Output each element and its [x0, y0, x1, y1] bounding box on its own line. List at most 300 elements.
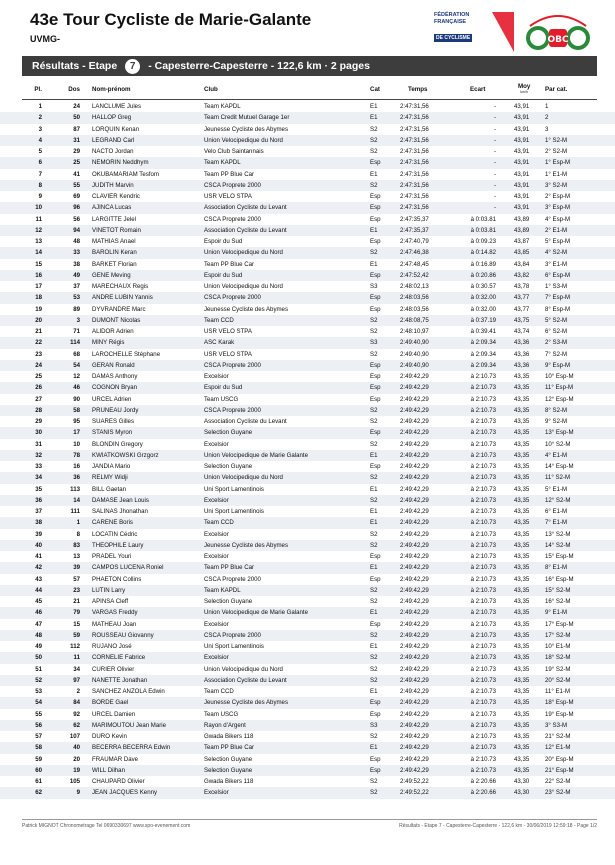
cell-category: S2 [370, 474, 378, 482]
ffc-logo [434, 12, 514, 52]
cell-time: 2:47:31,56 [400, 125, 429, 133]
banner-left: Résultats - Etape [32, 60, 118, 72]
cell-rank: 13 [35, 238, 42, 245]
cell-bib: 16 [73, 463, 80, 470]
cell-average-speed: 43,91 [514, 193, 530, 200]
cell-category: E1 [370, 744, 378, 752]
cell-club: Jeunesse Cycliste des Abymes [204, 125, 288, 133]
cell-category: S2 [370, 496, 378, 504]
cell-bib: 54 [73, 361, 80, 369]
cell-rank: 40 [35, 541, 42, 549]
cell-category-rank: 4° E1-M [545, 451, 568, 459]
cell-bib: 79 [73, 609, 80, 617]
cell-gap: - [493, 204, 496, 212]
cell-average-speed: 43,35 [514, 530, 530, 538]
cell-club: Union Velocipedique du Nord [204, 665, 283, 673]
cell-gap: à 0:30.57 [470, 283, 496, 290]
cell-gap: à 2:10.73 [470, 654, 496, 662]
cell-rider-name: LORQUIN Kenan [92, 125, 140, 133]
cell-bib: 107 [69, 733, 80, 740]
table-row [0, 450, 615, 461]
cell-bib: 56 [73, 215, 80, 223]
cell-category: S2 [370, 586, 378, 594]
stage-banner [22, 56, 597, 76]
cell-rank: 30 [35, 429, 42, 437]
cell-gap: à 2:10.73 [470, 463, 496, 470]
cell-category-rank: 4° S2-M [545, 249, 568, 257]
cell-rider-name: CLAVIER Kendric [92, 193, 140, 200]
cell-rider-name: BILL Gaetan [92, 485, 126, 493]
cell-category-rank: 3 [545, 125, 549, 133]
col-par: Par cat. [545, 86, 568, 93]
cell-category-rank: 1° Esp-M [545, 159, 571, 167]
cell-club: Jeunesse Cycliste des Abymes [204, 305, 288, 313]
cell-rider-name: DURO Kevin [92, 733, 127, 740]
cell-rider-name: OKUBAMARIAM Tesfom [92, 170, 159, 178]
cell-average-speed: 43,77 [514, 294, 530, 302]
ffc-line2: FRANÇAISE [434, 19, 467, 25]
cell-category: S2 [370, 181, 378, 189]
cell-rank: 59 [35, 755, 42, 763]
cell-club: Union Velocipedique du Nord [204, 136, 283, 144]
cell-category-rank: 2° S2-M [545, 148, 568, 155]
cell-club: Team CCD [204, 519, 234, 527]
cell-rank: 7 [38, 170, 42, 178]
cell-average-speed: 43,35 [514, 451, 530, 459]
cell-rider-name: LOCATIN Cédric [92, 530, 138, 538]
cell-rank: 15 [35, 260, 42, 268]
cell-average-speed: 43,36 [514, 361, 530, 369]
cell-category: S3 [370, 283, 378, 290]
cell-category-rank: 8° S2-M [545, 406, 568, 414]
cell-rider-name: GERAN Ronald [92, 361, 135, 369]
cell-bib: 38 [73, 260, 80, 268]
cell-average-speed: 43,35 [514, 721, 530, 729]
cell-rider-name: APINSA Cleff [92, 598, 129, 605]
cell-rank: 6 [38, 159, 42, 167]
cell-club: Excelsior [204, 440, 229, 448]
cell-bib: 55 [73, 181, 80, 189]
cell-category: S2 [370, 249, 378, 257]
cell-rank: 26 [35, 384, 42, 392]
cell-gap: à 2:09.34 [470, 361, 496, 369]
cell-club: Excelsior [204, 620, 229, 628]
cell-category-rank: 11° Esp-M [545, 384, 574, 392]
cell-gap: à 0:09.23 [470, 238, 496, 245]
cell-average-speed: 43,35 [514, 395, 530, 403]
cell-rank: 14 [35, 249, 42, 257]
cell-gap: à 2:20.66 [470, 778, 496, 785]
cell-club: Selection Guyane [204, 463, 253, 470]
cell-time: 2:49:52,22 [400, 778, 429, 785]
cell-average-speed: 43,35 [514, 598, 530, 605]
cell-average-speed: 43,35 [514, 654, 530, 662]
cell-time: 2:47:35,37 [400, 215, 429, 223]
table-row [0, 461, 615, 472]
cell-time: 2:47:48,45 [400, 260, 429, 268]
cell-rider-name: DAMASE Jean Louis [92, 496, 149, 504]
cell-average-speed: 43,35 [514, 553, 530, 560]
cell-rider-name: VINETOT Romain [92, 226, 141, 234]
cell-bib: 71 [73, 328, 80, 335]
cell-club: ASC Karak [204, 339, 235, 347]
cell-average-speed: 43,82 [514, 271, 530, 279]
cell-average-speed: 43,75 [514, 316, 530, 324]
cell-category-rank: 2° Esp-M [545, 193, 571, 200]
table-row [0, 169, 615, 180]
cell-category-rank: 1 [545, 103, 549, 110]
table-row [0, 337, 615, 348]
cell-category: E1 [370, 114, 378, 122]
table-row [0, 326, 615, 337]
cell-time: 2:49:42,29 [400, 733, 429, 740]
cell-rank: 28 [35, 406, 42, 414]
cell-time: 2:49:42,29 [400, 406, 429, 414]
cell-bib: 39 [73, 564, 80, 572]
cell-time: 2:49:40,90 [400, 361, 429, 369]
cell-category-rank: 5° E1-M [545, 485, 568, 493]
cell-category: Esp [370, 575, 381, 583]
cell-time: 2:49:42,29 [400, 373, 429, 380]
cell-gap: à 0:14.82 [470, 249, 496, 257]
table-row [0, 236, 615, 247]
cell-rider-name: MARECHAUX Regis [92, 283, 149, 290]
cell-time: 2:47:35,37 [400, 226, 429, 234]
cell-club: Association Cycliste du Levant [204, 418, 287, 425]
cell-category: S2 [370, 125, 378, 133]
cell-category-rank: 4° Esp-M [545, 215, 571, 223]
cell-club: Team USCG [204, 710, 239, 718]
cell-rank: 36 [35, 496, 42, 504]
cell-rank: 17 [35, 283, 42, 290]
col-temps: Temps [408, 86, 428, 93]
cell-gap: à 2:10.73 [470, 631, 496, 639]
table-row [0, 754, 615, 765]
cell-average-speed: 43,91 [514, 136, 530, 144]
cell-category-rank: 5° Esp-M [545, 238, 571, 245]
cell-gap: à 2:10.73 [470, 418, 496, 425]
cell-rank: 60 [35, 766, 42, 774]
table-row [0, 315, 615, 326]
cell-category-rank: 7° E1-M [545, 519, 568, 527]
cell-club: Team KAPDL [204, 159, 241, 167]
cell-rank: 35 [35, 485, 42, 493]
cell-gap: à 2:10.73 [470, 485, 496, 493]
cell-time: 2:47:52,42 [400, 271, 429, 279]
cell-bib: 40 [73, 744, 80, 752]
cell-rank: 5 [38, 148, 42, 155]
cell-bib: 57 [73, 575, 80, 583]
cell-category-rank: 13° S2-M [545, 530, 571, 538]
cell-category-rank: 3° E1-M [545, 260, 568, 268]
cell-bib: 89 [73, 305, 80, 313]
cell-bib: 114 [70, 339, 80, 347]
cell-category: Esp [370, 766, 381, 774]
cell-time: 2:49:42,29 [400, 395, 429, 403]
table-row [0, 124, 615, 135]
cell-rider-name: URCEL Adrien [92, 395, 132, 403]
cell-average-speed: 43,91 [514, 170, 530, 178]
table-row [0, 371, 615, 382]
table-row [0, 135, 615, 146]
table-row [0, 585, 615, 596]
cell-average-speed: 43,35 [514, 564, 530, 572]
cell-time: 2:49:42,29 [400, 699, 429, 707]
cell-category-rank: 13° Esp-M [545, 429, 574, 437]
cell-bib: 24 [73, 103, 80, 110]
cell-gap: à 0:03.81 [470, 215, 496, 223]
cell-club: USR VELO STPA [204, 350, 252, 358]
table-row [0, 652, 615, 663]
cell-category-rank: 9° S2-M [545, 418, 568, 425]
table-row [0, 202, 615, 213]
cell-rider-name: LARGITTE Jelel [92, 215, 137, 223]
cell-club: Team CCD [204, 316, 234, 324]
cell-average-speed: 43,35 [514, 474, 530, 482]
cell-rider-name: PHAETON Collins [92, 575, 142, 583]
cell-category-rank: 23° S2-M [545, 789, 571, 797]
cell-category-rank: 12° Esp-M [545, 395, 574, 403]
cell-rider-name: LANCLUME Jules [92, 103, 142, 110]
cell-category-rank: 21° Esp-M [545, 766, 574, 774]
table-row [0, 664, 615, 675]
cell-category: Esp [370, 620, 381, 628]
cell-average-speed: 43,35 [514, 463, 530, 470]
cell-rank: 20 [35, 316, 42, 324]
cell-club: Excelsior [204, 553, 229, 560]
cell-bib: 34 [73, 665, 80, 673]
cell-bib: 58 [73, 406, 80, 414]
cell-rider-name: HALLOP Greg [92, 114, 132, 122]
cell-category-rank: 5° S2-M [545, 316, 568, 324]
cell-time: 2:47:40,79 [400, 238, 429, 245]
cell-rider-name: BECERRA BECERRA Edwin [92, 744, 171, 752]
cell-average-speed: 43,30 [514, 789, 530, 797]
cell-bib: 20 [73, 755, 80, 763]
cell-gap: à 2:10.73 [470, 541, 496, 549]
cell-rank: 56 [35, 721, 42, 729]
table-row [0, 686, 615, 697]
cell-gap: - [493, 148, 496, 155]
cell-average-speed: 43,87 [514, 238, 530, 245]
cell-gap: à 2:10.73 [470, 384, 496, 392]
cell-rank: 22 [35, 339, 42, 347]
cell-average-speed: 43,77 [514, 305, 530, 313]
cell-category: Esp [370, 463, 381, 470]
cell-time: 2:48:02,13 [400, 283, 429, 290]
cell-gap: à 2:10.73 [470, 609, 496, 617]
cell-average-speed: 43,91 [514, 103, 530, 110]
cell-average-speed: 43,35 [514, 710, 530, 718]
cell-bib: 68 [73, 350, 80, 358]
cell-rank: 32 [35, 451, 42, 459]
cell-bib: 19 [73, 766, 80, 774]
table-row [0, 742, 615, 753]
cell-average-speed: 43,36 [514, 350, 530, 358]
cell-category-rank: 7° Esp-M [545, 294, 571, 302]
table-row [0, 112, 615, 123]
col-club: Club [204, 86, 218, 93]
table-row [0, 675, 615, 686]
cell-time: 2:49:42,29 [400, 418, 429, 425]
cell-category: Esp [370, 238, 381, 245]
footer-divider [22, 819, 597, 820]
cell-gap: - [493, 181, 496, 189]
cell-category-rank: 6° S2-M [545, 328, 568, 335]
cell-bib: 94 [73, 226, 80, 234]
cell-rider-name: MATHEAU Joan [92, 620, 137, 628]
cell-club: Excelsior [204, 530, 229, 538]
cell-rank: 57 [35, 733, 42, 740]
cell-category-rank: 7° S2-M [545, 350, 568, 358]
cell-time: 2:49:42,29 [400, 665, 429, 673]
cell-time: 2:49:42,29 [400, 564, 429, 572]
cell-time: 2:49:42,29 [400, 575, 429, 583]
cell-time: 2:49:42,29 [400, 688, 429, 695]
cell-club: Team KAPDL [204, 586, 241, 594]
cell-rider-name: DAMAS Anthony [92, 373, 138, 380]
cell-time: 2:48:03,56 [400, 294, 429, 302]
cell-category: E1 [370, 485, 378, 493]
cell-club: Union Velocipedique de Marie Galante [204, 609, 309, 617]
cell-rider-name: KWIATKOWSKI Grzgorz [92, 451, 159, 459]
cell-rider-name: SANCHEZ ANZOLA Edwin [92, 688, 165, 695]
cell-club: CSCA Proprete 2000 [204, 631, 261, 639]
cell-time: 2:49:42,29 [400, 676, 429, 684]
table-header [0, 83, 615, 96]
cell-bib: 92 [73, 710, 80, 718]
cell-gap: à 0:16.89 [470, 260, 496, 268]
cell-time: 2:49:40,90 [400, 339, 429, 347]
cell-bib: 78 [73, 451, 80, 459]
table-row [0, 146, 615, 157]
cell-rider-name: CORNELIE Fabrice [92, 654, 146, 662]
cell-gap: à 0:32.00 [470, 294, 496, 302]
cell-gap: à 2:10.73 [470, 620, 496, 628]
cell-category: Esp [370, 159, 381, 167]
cell-club: Excelsior [204, 654, 229, 662]
cell-category: E1 [370, 170, 378, 178]
cell-club: CSCA Proprete 2000 [204, 575, 261, 583]
cell-club: Gwada Bikers 118 [204, 778, 254, 785]
table-row [0, 349, 615, 360]
cell-rider-name: RUJANO José [92, 643, 132, 650]
cell-club: Uni Sport Lamentinois [204, 485, 264, 493]
cell-club: Team KAPDL [204, 103, 241, 110]
table-row [0, 304, 615, 315]
cell-average-speed: 43,35 [514, 384, 530, 392]
cell-rider-name: AJINCA Lucas [92, 204, 132, 212]
cell-rank: 11 [35, 215, 42, 223]
cell-rider-name: LEGRAND Carl [92, 136, 135, 144]
cell-bib: 8 [76, 530, 80, 538]
cell-time: 2:49:42,29 [400, 519, 429, 527]
cell-rider-name: COGNON Bryan [92, 384, 138, 392]
cell-club: Association Cycliste du Levant [204, 204, 287, 212]
cell-category-rank: 11° E1-M [545, 688, 571, 695]
cell-category-rank: 8° Esp-M [545, 305, 571, 313]
cell-gap: à 0:37.19 [470, 316, 496, 324]
table-row [0, 540, 615, 551]
cell-club: Espoir du Sud [204, 238, 243, 245]
table-row [0, 382, 615, 393]
cell-club: Uni Sport Lamentinois [204, 643, 264, 650]
table-row [0, 641, 615, 652]
cell-category-rank: 3° S2-M [545, 181, 568, 189]
cell-gap: à 2:09.34 [470, 339, 496, 347]
cell-rider-name: PRADEL Youri [92, 553, 132, 560]
obc-logo [524, 8, 592, 52]
cell-rider-name: NACTO Jordan [92, 148, 134, 155]
footer-left: Patrick MIGNOT Chronometrage Tel 0690330697 www.spo-evenement.com [22, 823, 191, 829]
cell-rank: 41 [35, 553, 42, 560]
cell-rider-name: FRAUMAR Dave [92, 755, 139, 763]
cell-average-speed: 43,84 [514, 260, 530, 268]
cell-bib: 96 [73, 204, 80, 212]
cell-rider-name: MARIMOUTOU Jean Marie [92, 721, 167, 729]
cell-club: Excelsior [204, 373, 229, 380]
cell-bib: 62 [73, 721, 80, 729]
cell-rank: 8 [38, 181, 42, 189]
cell-average-speed: 43,35 [514, 418, 530, 425]
cell-rank: 37 [35, 508, 42, 515]
cell-bib: 53 [73, 294, 80, 302]
cell-category: S2 [370, 665, 378, 673]
cell-category: S2 [370, 733, 378, 740]
table-row [0, 484, 615, 495]
cell-rider-name: URCEL Damien [92, 710, 136, 718]
footer-right: Résultats - Etape 7 - Capesterre-Capesterre - 122,6 km - 30/06/2019 12:59:18 - Page 1/2 [399, 823, 597, 829]
cell-time: 2:49:42,29 [400, 609, 429, 617]
cell-time: 2:49:42,29 [400, 384, 429, 392]
cell-time: 2:49:42,29 [400, 744, 429, 752]
cell-club: Union Velocipedique du Nord [204, 474, 283, 482]
cell-gap: à 2:20.66 [470, 789, 496, 797]
table-row [0, 416, 615, 427]
cell-club: Association Cycliste du Levant [204, 676, 287, 684]
cell-club: Gwada Bikers 118 [204, 733, 254, 740]
cell-gap: à 2:10.73 [470, 699, 496, 707]
cell-average-speed: 43,35 [514, 496, 530, 504]
cell-category: Esp [370, 204, 381, 212]
cell-gap: à 2:10.73 [470, 721, 496, 729]
cell-category: Esp [370, 710, 381, 718]
cell-category: E1 [370, 609, 378, 617]
cell-category: S2 [370, 316, 378, 324]
cell-rider-name: CAMPOS LUCENA Roniel [92, 564, 164, 572]
cell-club: Selection Guyane [204, 755, 253, 763]
ffc-line1: FÉDÉRATION [434, 12, 470, 18]
cell-gap: - [493, 125, 496, 133]
cell-club: Team PP Blue Car [204, 170, 255, 178]
cell-category: E1 [370, 519, 378, 527]
cell-category-rank: 18° Esp-M [545, 699, 574, 707]
cell-rider-name: BORDE Gael [92, 699, 129, 707]
cell-category: S2 [370, 598, 378, 605]
cell-rider-name: THEOPHILE Laury [92, 541, 144, 549]
cell-category-rank: 3° S3-M [545, 721, 568, 729]
cell-time: 2:47:31,56 [400, 103, 429, 110]
table-row [0, 630, 615, 641]
cell-average-speed: 43,35 [514, 643, 530, 650]
cell-time: 2:49:42,29 [400, 766, 429, 774]
cell-time: 2:49:42,29 [400, 643, 429, 650]
cell-average-speed: 43,35 [514, 485, 530, 493]
cell-bib: 50 [73, 114, 80, 122]
cell-category: Esp [370, 215, 381, 223]
cell-average-speed: 43,35 [514, 688, 530, 695]
cell-gap: à 2:10.73 [470, 643, 496, 650]
